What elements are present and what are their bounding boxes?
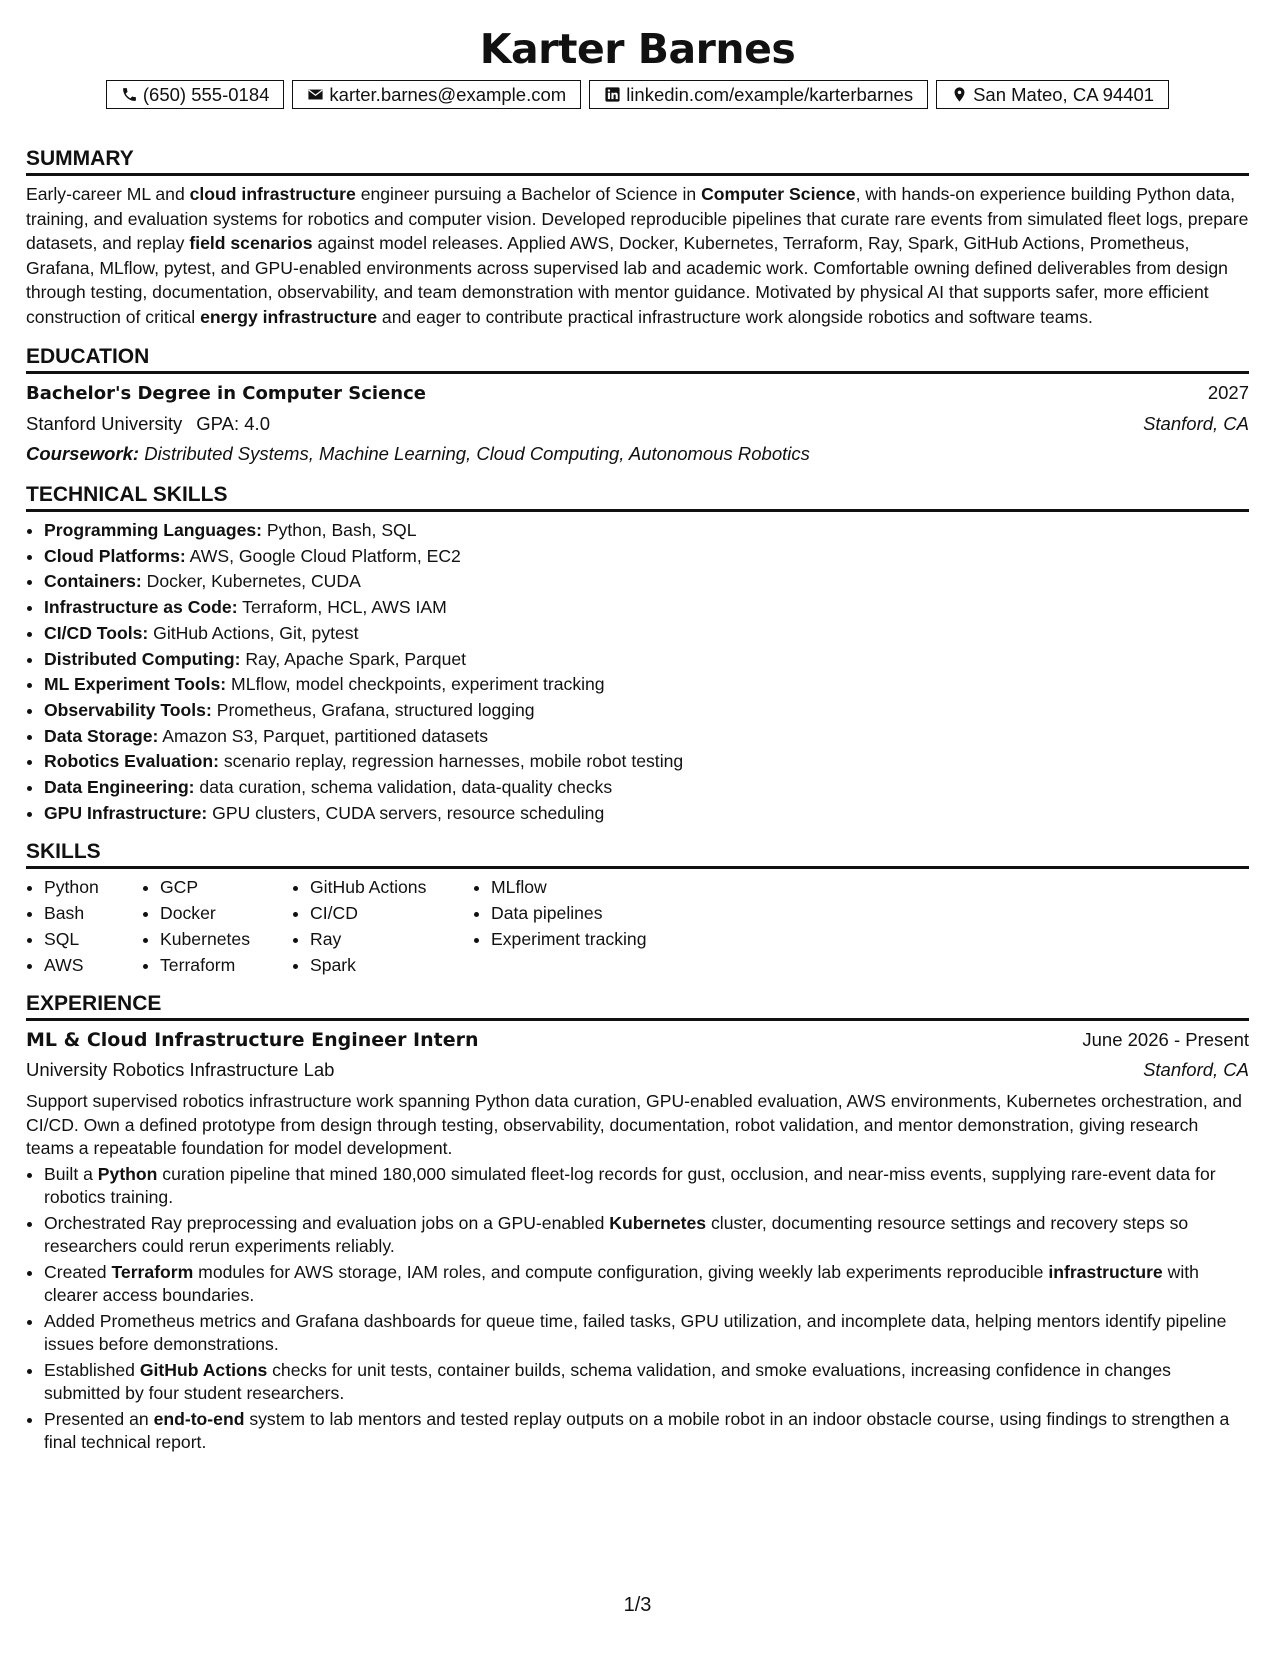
section-title-experience: EXPERIENCE xyxy=(26,990,1249,1021)
list-item: • Added Prometheus metrics and Grafana dashboards for queue time, failed tasks, GPU utilization, and incomplete data, helping mentors identify pipeline issues before demonstrations. xyxy=(44,1310,1249,1357)
list-item: • Spark xyxy=(310,953,473,979)
graduation-year: 2027 xyxy=(1207,382,1249,403)
school-location: Stanford, CA xyxy=(1143,413,1249,434)
section-title-education: EDUCATION xyxy=(26,343,1249,374)
job-description: Support supervised robotics infrastructure work spanning Python data curation, GPU-enabled evaluation, AWS environments, Kubernetes orchestration, and CI/CD. Own a defined prototype from design through testing, observability, documentation, robot validation, and mentor demonstration, giving research teams a repeatable foundation for model development. xyxy=(26,1091,1242,1159)
job-title: ML & Cloud Infrastructure Engineer Intern xyxy=(26,1029,479,1052)
list-item: • ML Experiment Tools: MLflow, model checkpoints, experiment tracking xyxy=(44,672,1249,698)
list-item: • CI/CD Tools: GitHub Actions, Git, pytest xyxy=(44,621,1249,647)
summary-text: Early-career ML and cloud infrastructure engineer pursuing a Bachelor of Science in Computer Science, with hands-on experience building Python data, training, and evaluation systems for robotics and computer vision. Developed reproducible pipelines that curate rare events from simulated fleet logs, prepare datasets, and replay field scenarios against model releases. Applied AWS, Docker, Kubernetes, Terraform, Ray, Spark, GitHub Actions, Prometheus, Grafana, MLflow, pytest, and GPU-enabled environments across supervised lab and academic work. Comfortable owning defined deliverables from design through testing, documentation, observability, and team demonstration with mentor guidance. Motivated by physical AI that supports safer, more efficient construction of critical energy infrastructure and eager to contribute practical infrastructure work alongside robotics and software teams. xyxy=(26,184,1249,327)
list-item: • Bash xyxy=(44,901,142,927)
list-item: • Data Storage: Amazon S3, Parquet, partitioned datasets xyxy=(44,724,1249,750)
section-title-technical-skills: TECHNICAL SKILLS xyxy=(26,481,1249,512)
coursework: Coursework: Distributed Systems, Machine Learning, Cloud Computing, Autonomous Robotics xyxy=(26,443,810,464)
list-item: • Experiment tracking xyxy=(491,927,691,953)
list-item: • Cloud Platforms: AWS, Google Cloud Platform, EC2 xyxy=(44,544,1249,570)
page-number: 1/3 xyxy=(623,1594,652,1616)
phone-chip[interactable] xyxy=(106,80,285,109)
list-item: • GCP xyxy=(160,875,292,901)
technical-skills-section xyxy=(26,481,1249,826)
map-pin-icon xyxy=(951,86,968,103)
list-item: • Observability Tools: Prometheus, Grafana, structured logging xyxy=(44,698,1249,724)
experience-bullets xyxy=(26,1163,1249,1455)
degree: Bachelor's Degree in Computer Science xyxy=(26,383,426,404)
list-item: • GitHub Actions xyxy=(310,875,473,901)
email-text: karter.barnes@example.com xyxy=(329,84,567,105)
technical-skills-list xyxy=(26,518,1249,826)
school: Stanford University GPA: 4.0 xyxy=(26,413,270,434)
list-item: • Established GitHub Actions checks for unit tests, container builds, schema validation, and smoke evaluations, increasing confidence in changes submitted by four student researchers. xyxy=(44,1359,1249,1406)
list-item: • AWS xyxy=(44,953,142,979)
linkedin-chip[interactable] xyxy=(589,80,928,109)
list-item: • Programming Languages: Python, Bash, SQL xyxy=(44,518,1249,544)
list-item: • Containers: Docker, Kubernetes, CUDA xyxy=(44,569,1249,595)
location-text: San Mateo, CA 94401 xyxy=(973,84,1155,105)
list-item: • Infrastructure as Code: Terraform, HCL, AWS IAM xyxy=(44,595,1249,621)
section-title-skills: SKILLS xyxy=(26,838,1249,869)
candidate-name: Karter Barnes xyxy=(479,25,796,73)
list-item: • SQL xyxy=(44,927,142,953)
list-item: • Terraform xyxy=(160,953,292,979)
education-section xyxy=(26,343,1249,469)
list-item: • Created Terraform modules for AWS storage, IAM roles, and compute configuration, giving weekly lab experiments reproducible infrastructure with clearer access boundaries. xyxy=(44,1261,1249,1308)
skills-column xyxy=(473,875,691,978)
list-item: • Orchestrated Ray preprocessing and evaluation jobs on a GPU-enabled Kubernetes cluster, documenting resource settings and recovery steps so researchers could rerun experiments reliably. xyxy=(44,1212,1249,1259)
job-dates: June 2026 - Present xyxy=(1082,1029,1249,1051)
linkedin-text: linkedin.com/example/karterbarnes xyxy=(626,84,914,105)
job-organization: University Robotics Infrastructure Lab xyxy=(26,1059,335,1081)
skills-column xyxy=(292,875,473,978)
list-item: • Presented an end-to-end system to lab mentors and tested replay outputs on a mobile robot in an indoor obstacle course, using findings to strengthen a final technical report. xyxy=(44,1408,1249,1455)
list-item: • Ray xyxy=(310,927,473,953)
linkedin-icon xyxy=(604,86,621,103)
list-item: • Kubernetes xyxy=(160,927,292,953)
experience-section xyxy=(26,990,1249,1455)
list-item: • Python xyxy=(44,875,142,901)
phone-icon xyxy=(121,86,138,103)
list-item: • Docker xyxy=(160,901,292,927)
list-item: • Built a Python curation pipeline that mined 180,000 simulated fleet-log records for gust, occlusion, and near-miss events, supplying rare-event data for robotics training. xyxy=(44,1163,1249,1210)
email-chip[interactable] xyxy=(292,80,581,109)
list-item: • GPU Infrastructure: GPU clusters, CUDA servers, resource scheduling xyxy=(44,801,1249,827)
skills-grid xyxy=(26,875,1249,978)
gpa: GPA: 4.0 xyxy=(196,413,270,434)
section-title-summary: SUMMARY xyxy=(26,145,1249,176)
list-item: • Distributed Computing: Ray, Apache Spark, Parquet xyxy=(44,647,1249,673)
job-location: Stanford, CA xyxy=(1143,1059,1249,1081)
location-chip[interactable] xyxy=(936,80,1169,109)
skills-column xyxy=(26,875,142,978)
resume-page xyxy=(0,22,1275,1672)
list-item: • Data Engineering: data curation, schema validation, data-quality checks xyxy=(44,775,1249,801)
skills-column xyxy=(142,875,292,978)
list-item: • MLflow xyxy=(491,875,691,901)
contact-row xyxy=(26,80,1249,109)
envelope-icon xyxy=(307,86,324,103)
list-item: • Robotics Evaluation: scenario replay, regression harnesses, mobile robot testing xyxy=(44,749,1249,775)
list-item: • Data pipelines xyxy=(491,901,691,927)
summary-section xyxy=(26,145,1249,329)
list-item: • CI/CD xyxy=(310,901,473,927)
phone-text: (650) 555-0184 xyxy=(142,84,270,105)
skills-section xyxy=(26,838,1249,978)
